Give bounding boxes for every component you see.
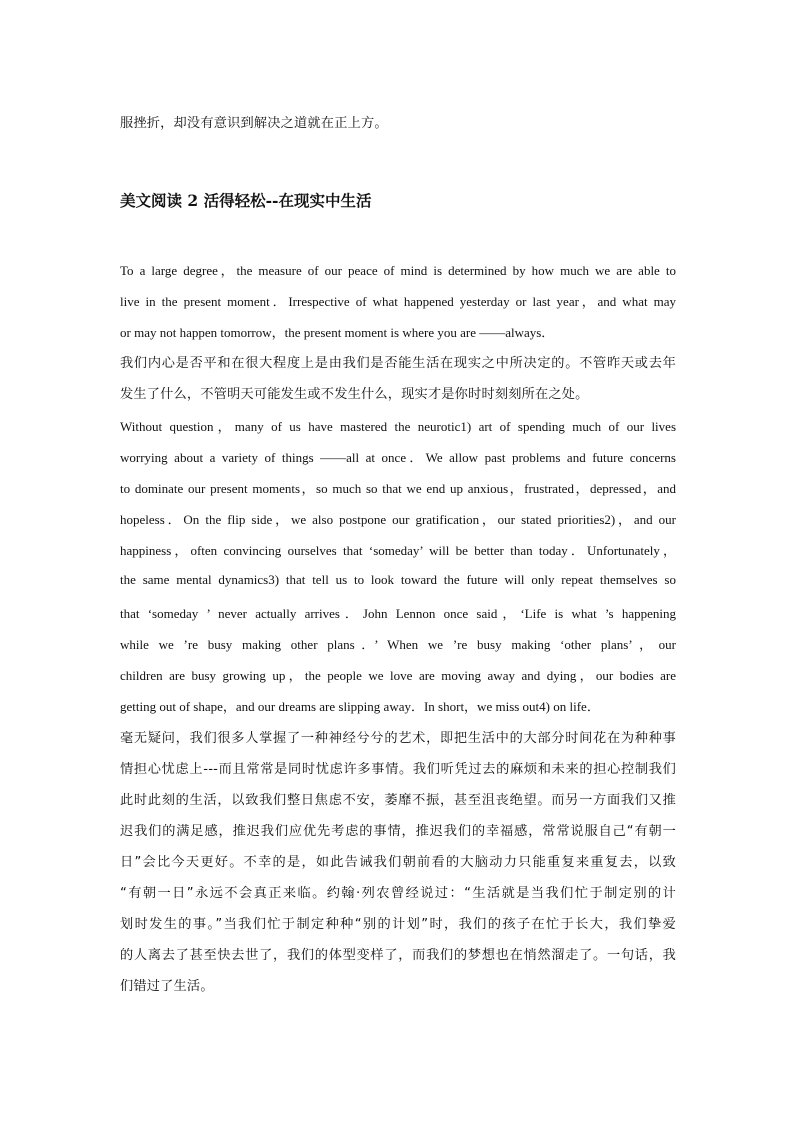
para2-en-line: hopeless．On the flip side，we also postpone our gratification，our stated priorities2)，and our [120,512,676,527]
para1-en-line: or may not happen tomorrow，the present moment is where you are ——always． [120,325,555,340]
para1-cn-line: 发生了什么，不管明天可能发生或不发生什么，现实才是你时时刻刻所在之处。 [120,387,589,402]
para2-en-line: worrying about a variety of things ——all at once．We allow past problems and future concerns [120,450,676,465]
para2-en-line: that ‘someday ’ never actually arrives．John Lennon once said，‘Life is what ’s happening [120,606,676,621]
para2-en-line: while we ’re busy making other plans．’ When we ’re busy making ‘other plans’，our [120,637,676,652]
para1-cn-line: 我们内心是否平和在很大程度上是由我们是否能生活在现实之中所决定的。不管昨天或去年 [120,356,676,371]
para2-cn-line: “有朝一日”永远不会真正来临。约翰·列农曾经说过：“生活就是当我们忙于制定别的计 [120,886,676,901]
para1-en-line: live in the present moment．Irrespective of what happened yesterday or last year，and what may [120,294,677,309]
continuation-text: 服挫折，却没有意识到解决之道就在正上方。 [120,116,388,131]
para2-en-line: the same mental dynamics3) that tell us to look toward the future will only repeat themselves so [120,572,676,587]
para2-cn-line: 们错过了生活。 [120,979,214,994]
para2-en-line: to dominate our present moments，so much so that we end up anxious，frustrated，depressed，and [120,481,676,496]
para2-cn-line: 划时发生的事。”当我们忙于制定种种“别的计划”时，我们的孩子在忙于长大，我们挚爱 [120,917,676,932]
para2-cn-line: 毫无疑问，我们很多人掌握了一种神经兮兮的艺术，即把生活中的大部分时间花在为种种事 [120,731,676,746]
para2-cn-line: 日”会比今天更好。不幸的是，如此告诫我们朝前看的大脑动力只能重复来重复去，以致 [120,855,676,870]
para2-en-line: getting out of shape，and our dreams are slipping away．In short，we miss out4) on life． [120,699,600,714]
para2-en-line: children are busy growing up，the people we love are moving away and dying，our bodies are [120,668,676,683]
para2-cn-line: 迟我们的满足感，推迟我们应优先考虑的事情，推迟我们的幸福感，常常说服自己“有朝一 [120,824,676,839]
para2-en-line: Without question，many of us have mastered the neurotic1) art of spending much of our lives [120,419,676,434]
para2-en-line: happiness，often convincing ourselves that ‘someday’ will be better than today．Unfortunately， [120,543,676,558]
section-heading: 美文阅读 2 活得轻松--在现实中生活 [120,191,372,210]
para2-cn-line: 此时此刻的生活，以致我们整日焦虑不安，萎靡不振，甚至沮丧绝望。而另一方面我们又推 [120,793,676,808]
para2-cn-line: 的人离去了甚至快去世了，我们的体型变样了，而我们的梦想也在悄然溜走了。一句话，我 [120,948,676,963]
para2-cn-line: 情担心忧虑上---而且常常是同时忧虑许多事情。我们听凭过去的麻烦和未来的担心控制我们 [120,762,676,777]
para1-en-line: To a large degree，the measure of our peace of mind is determined by how much we are able to [120,263,676,278]
